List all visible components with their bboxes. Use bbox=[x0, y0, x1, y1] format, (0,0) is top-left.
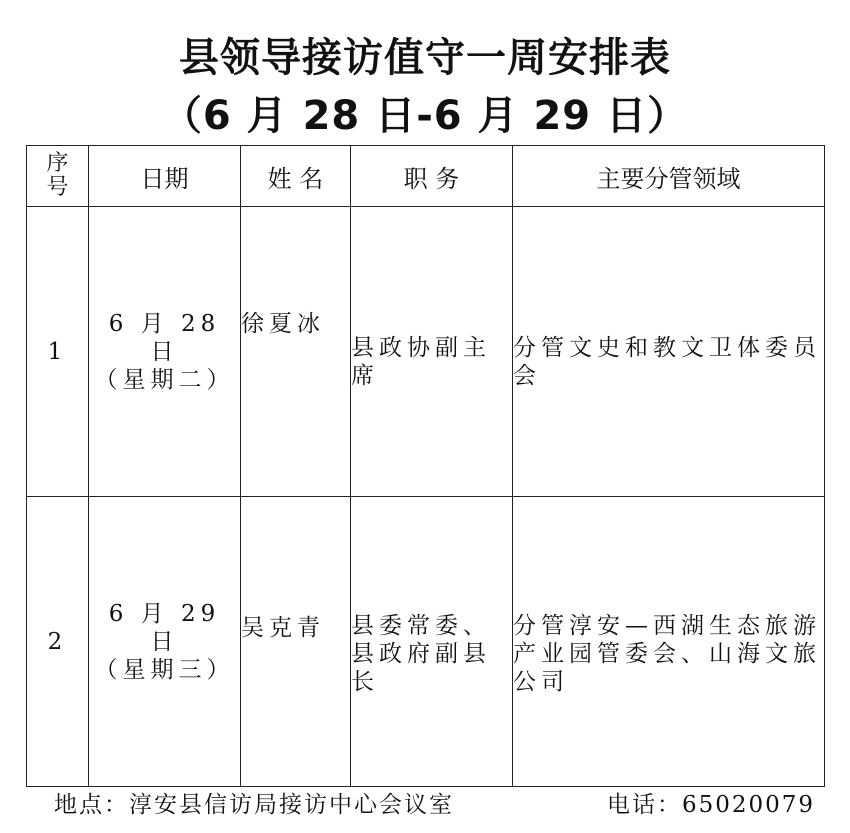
row-date bbox=[89, 207, 241, 497]
row-seq: 1 bbox=[27, 207, 89, 497]
row-area-text: 分管文史和教文卫体委员会 bbox=[513, 334, 821, 389]
table-header-row bbox=[27, 146, 825, 207]
duty-schedule-table bbox=[26, 145, 825, 787]
row-date bbox=[89, 497, 241, 787]
row-area bbox=[513, 497, 825, 787]
row-date-weekday: （星期二） bbox=[94, 366, 235, 393]
header-position: 职 务 bbox=[351, 146, 513, 207]
footer-location: 地点：淳安县信访局接访中心会议室 bbox=[54, 792, 454, 818]
header-area: 主要分管领域 bbox=[513, 146, 825, 207]
row-area-text: 分管淳安—西湖生态旅游产业园管委会、山海文旅公司 bbox=[513, 612, 821, 695]
row-position bbox=[351, 497, 513, 787]
header-name: 姓 名 bbox=[241, 146, 351, 207]
row-name bbox=[241, 497, 351, 787]
table-row bbox=[27, 207, 825, 497]
header-date: 日期 bbox=[89, 146, 241, 207]
footer-phone: 电话：65020079 bbox=[607, 792, 816, 818]
row-date-day: 6 月 28 日 bbox=[108, 310, 221, 365]
row-name bbox=[241, 207, 351, 497]
header-seq bbox=[27, 146, 89, 207]
row-date-weekday: （星期三） bbox=[94, 656, 235, 683]
row-name-text: 吴克青 bbox=[241, 614, 325, 641]
row-position-text: 县委常委、县政府副县长 bbox=[351, 612, 491, 695]
header-seq-label: 序号 bbox=[46, 151, 69, 200]
document-title: 县领导接访值守一周安排表 bbox=[179, 35, 671, 81]
row-area bbox=[513, 207, 825, 497]
row-name-text: 徐夏冰 bbox=[241, 310, 325, 337]
row-seq: 2 bbox=[27, 497, 89, 787]
row-position-text: 县政协副主席 bbox=[351, 334, 491, 389]
table-row bbox=[27, 497, 825, 787]
row-date-day: 6 月 29 日 bbox=[108, 600, 221, 655]
document-subtitle: （6 月 28 日-6 月 29 日） bbox=[161, 93, 689, 139]
row-position bbox=[351, 207, 513, 497]
